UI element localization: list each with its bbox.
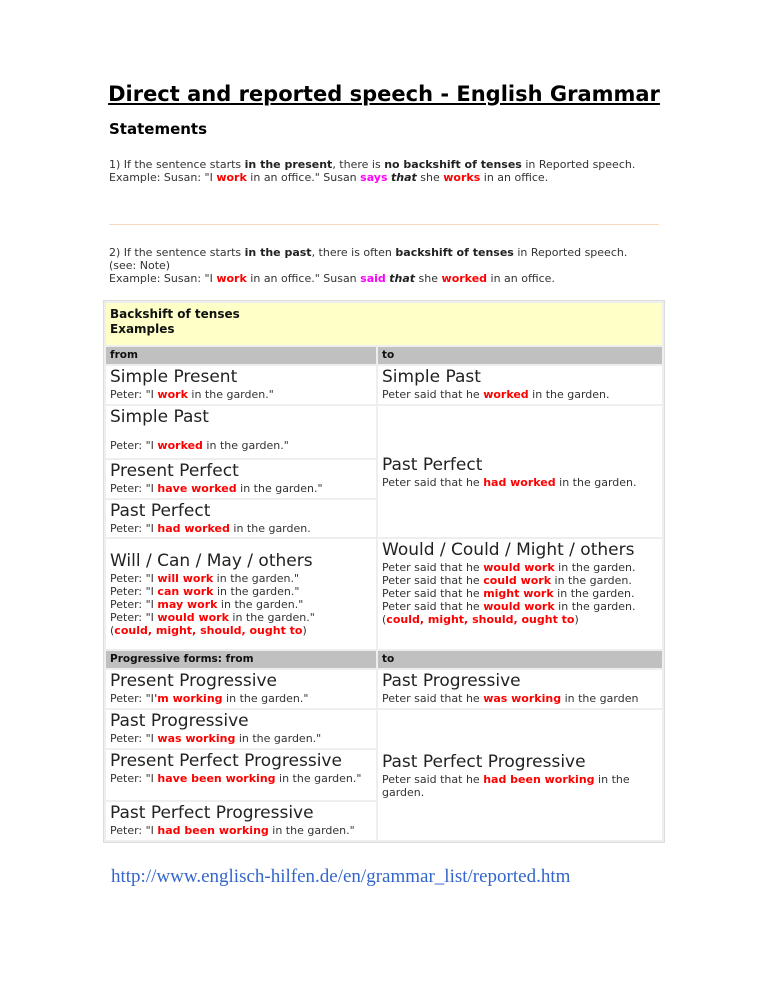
text: in the garden." bbox=[268, 824, 355, 837]
text: in Reported speech. bbox=[513, 246, 628, 259]
text: in an office. bbox=[480, 171, 549, 184]
cell-past-progressive-to bbox=[378, 670, 662, 708]
text: Peter said that he bbox=[382, 475, 484, 489]
text: in the garden bbox=[561, 692, 639, 705]
emphasis-text: in the past bbox=[244, 246, 312, 259]
example bbox=[382, 561, 636, 626]
text: in the garden." bbox=[217, 598, 304, 611]
example bbox=[110, 388, 274, 401]
highlighted-text: can work bbox=[157, 585, 214, 598]
text: she bbox=[415, 272, 442, 285]
header-progressive-to: to bbox=[378, 651, 662, 668]
tense-name: Past Progressive bbox=[382, 671, 521, 691]
text: 2) If the sentence starts bbox=[109, 246, 245, 259]
highlighted-text: would work bbox=[483, 561, 555, 574]
header-from: from bbox=[106, 347, 376, 364]
cell-past-perfect-progressive-from bbox=[106, 802, 376, 840]
tense-name: Past Perfect Progressive bbox=[382, 751, 586, 772]
rule-paragraph-2 bbox=[109, 246, 669, 285]
example bbox=[382, 388, 610, 401]
text: in the garden. bbox=[553, 587, 635, 600]
text: in the garden. bbox=[551, 574, 632, 587]
text: she bbox=[416, 171, 444, 184]
highlighted-text: could, might, should, ought to bbox=[114, 624, 303, 637]
example bbox=[382, 692, 638, 705]
text: Peter: "I bbox=[110, 772, 158, 785]
tense-name: Would / Could / Might / others bbox=[382, 540, 635, 560]
highlighted-text: would work bbox=[483, 600, 555, 613]
example bbox=[110, 572, 315, 637]
highlighted-text: work bbox=[157, 388, 188, 401]
tense-name: Present Perfect Progressive bbox=[110, 751, 342, 771]
tense-name: Past Perfect bbox=[110, 501, 211, 521]
divider bbox=[109, 224, 659, 225]
highlighted-text: says bbox=[360, 171, 388, 184]
highlighted-text: have been working bbox=[157, 772, 276, 785]
header-to: to bbox=[378, 347, 662, 364]
text: Peter: "I bbox=[110, 732, 158, 745]
example bbox=[110, 772, 361, 785]
text: in the garden." bbox=[222, 692, 309, 705]
backshift-table bbox=[103, 300, 665, 843]
example bbox=[382, 773, 630, 799]
text: Peter said that he bbox=[382, 772, 484, 786]
highlighted-text: 'm working bbox=[153, 692, 223, 705]
text: Peter: "I bbox=[110, 522, 158, 535]
highlighted-text: was working bbox=[483, 692, 562, 705]
highlighted-text: said bbox=[360, 272, 386, 285]
tense-name: Simple Past bbox=[110, 407, 209, 427]
caption-title: Backshift of tenses bbox=[110, 307, 240, 321]
text: ( bbox=[110, 624, 115, 637]
emphasis-text: that bbox=[389, 272, 416, 285]
text: in the garden." bbox=[235, 732, 322, 745]
emphasis-text: in the present bbox=[244, 158, 333, 171]
emphasis-text: no backshift of tenses bbox=[384, 158, 522, 171]
example bbox=[110, 482, 323, 495]
emphasis-text: that bbox=[391, 171, 417, 184]
text: in the garden." bbox=[275, 772, 362, 785]
highlighted-text: works bbox=[443, 171, 481, 184]
text: in the garden." bbox=[213, 572, 300, 585]
text: Example: Susan: "I bbox=[109, 171, 217, 184]
cell-past-progressive-from bbox=[106, 710, 376, 748]
highlighted-text: have worked bbox=[157, 482, 237, 495]
text: , there is bbox=[332, 158, 385, 171]
highlighted-text: had worked bbox=[157, 522, 230, 535]
example bbox=[110, 732, 321, 745]
tense-name: Simple Past bbox=[382, 367, 481, 387]
highlighted-text: would work bbox=[157, 611, 229, 624]
cell-simple-present bbox=[106, 366, 376, 404]
text: Peter: "I bbox=[110, 598, 158, 611]
cell-past-perfect-from bbox=[106, 500, 376, 537]
cell-simple-past-from bbox=[106, 406, 376, 458]
cell-past-perfect-progressive-to bbox=[378, 710, 662, 840]
cell-modals-from bbox=[106, 539, 376, 649]
text: in the garden." bbox=[213, 585, 300, 598]
cell-modals-to bbox=[378, 539, 662, 649]
text: in an office. bbox=[487, 272, 555, 285]
cell-present-progressive bbox=[106, 670, 376, 708]
text: Peter said that he bbox=[382, 388, 484, 401]
text: Peter: "I bbox=[110, 585, 158, 598]
text: in the garden." bbox=[202, 439, 289, 452]
rule-paragraph-1 bbox=[109, 158, 669, 184]
text: in the garden. bbox=[555, 475, 637, 489]
example bbox=[110, 692, 308, 705]
text: Peter: "I bbox=[110, 824, 158, 837]
tense-name: Present Progressive bbox=[110, 671, 277, 691]
text: in the garden. bbox=[554, 600, 636, 613]
highlighted-text: may work bbox=[157, 598, 218, 611]
text: in the garden." bbox=[187, 388, 274, 401]
text: Peter: "I bbox=[110, 572, 158, 585]
highlighted-text: work bbox=[216, 171, 247, 184]
example bbox=[110, 439, 289, 452]
cell-present-perfect-progressive bbox=[106, 750, 376, 800]
text: in the garden. bbox=[554, 561, 636, 574]
source-link[interactable]: http://www.englisch-hilfen.de/en/grammar_list/reported.htm bbox=[111, 866, 571, 887]
example bbox=[382, 476, 637, 489]
highlighted-text: could, might, should, ought to bbox=[386, 613, 575, 626]
text: Peter said that he bbox=[382, 574, 484, 587]
page-title: Direct and reported speech - English Grammar bbox=[108, 82, 660, 106]
cell-present-perfect bbox=[106, 460, 376, 498]
tense-name: Will / Can / May / others bbox=[110, 551, 313, 571]
highlighted-text: worked bbox=[157, 439, 203, 452]
text: Peter: "I bbox=[110, 388, 158, 401]
text: in an office." Susan bbox=[246, 171, 361, 184]
table-caption bbox=[106, 303, 662, 345]
text: in the garden." bbox=[228, 611, 315, 624]
text: in Reported speech. bbox=[521, 158, 636, 171]
text: in the garden. bbox=[382, 772, 630, 799]
text: Peter said that he bbox=[382, 600, 484, 613]
highlighted-text: had worked bbox=[483, 475, 556, 489]
highlighted-text: could work bbox=[483, 574, 552, 587]
highlighted-text: had been working bbox=[483, 772, 595, 786]
highlighted-text: was working bbox=[157, 732, 236, 745]
emphasis-text: backshift of tenses bbox=[395, 246, 514, 259]
highlighted-text: worked bbox=[483, 388, 529, 401]
example bbox=[110, 522, 311, 535]
text: Example: Susan: "I bbox=[109, 272, 217, 285]
text: in the garden. bbox=[229, 522, 311, 535]
text: 1) If the sentence starts bbox=[109, 158, 245, 171]
section-heading: Statements bbox=[109, 120, 208, 138]
text: ) bbox=[302, 624, 307, 637]
cell-past-perfect-to bbox=[378, 406, 662, 537]
text: Peter said that he bbox=[382, 692, 484, 705]
highlighted-text: might work bbox=[483, 587, 554, 600]
highlighted-text: worked bbox=[441, 272, 488, 285]
text: Peter said that he bbox=[382, 561, 484, 574]
text: ) bbox=[574, 613, 579, 626]
highlighted-text: will work bbox=[157, 572, 214, 585]
tense-name: Past Perfect bbox=[382, 454, 483, 475]
tense-name: Past Progressive bbox=[110, 711, 249, 731]
example bbox=[110, 824, 355, 837]
text: , there is often bbox=[311, 246, 396, 259]
caption-subtitle: Examples bbox=[110, 322, 175, 336]
text: Peter: "I bbox=[110, 439, 158, 452]
highlighted-text: work bbox=[216, 272, 247, 285]
text: Peter said that he bbox=[382, 587, 484, 600]
text: Peter: "I bbox=[110, 482, 158, 495]
header-progressive-from: Progressive forms: from bbox=[106, 651, 376, 668]
tense-name: Simple Present bbox=[110, 367, 238, 387]
highlighted-text: had been working bbox=[157, 824, 269, 837]
text: Peter: "I bbox=[110, 611, 158, 624]
tense-name: Present Perfect bbox=[110, 461, 239, 481]
tense-name: Past Perfect Progressive bbox=[110, 803, 314, 823]
text: in an office." Susan bbox=[246, 272, 361, 285]
text: Peter: "I bbox=[110, 692, 154, 705]
text: in the garden. bbox=[528, 388, 610, 401]
text: in the garden." bbox=[236, 482, 323, 495]
text: ( bbox=[382, 613, 387, 626]
cell-simple-past bbox=[378, 366, 662, 404]
text: (see: Note) bbox=[109, 259, 171, 272]
